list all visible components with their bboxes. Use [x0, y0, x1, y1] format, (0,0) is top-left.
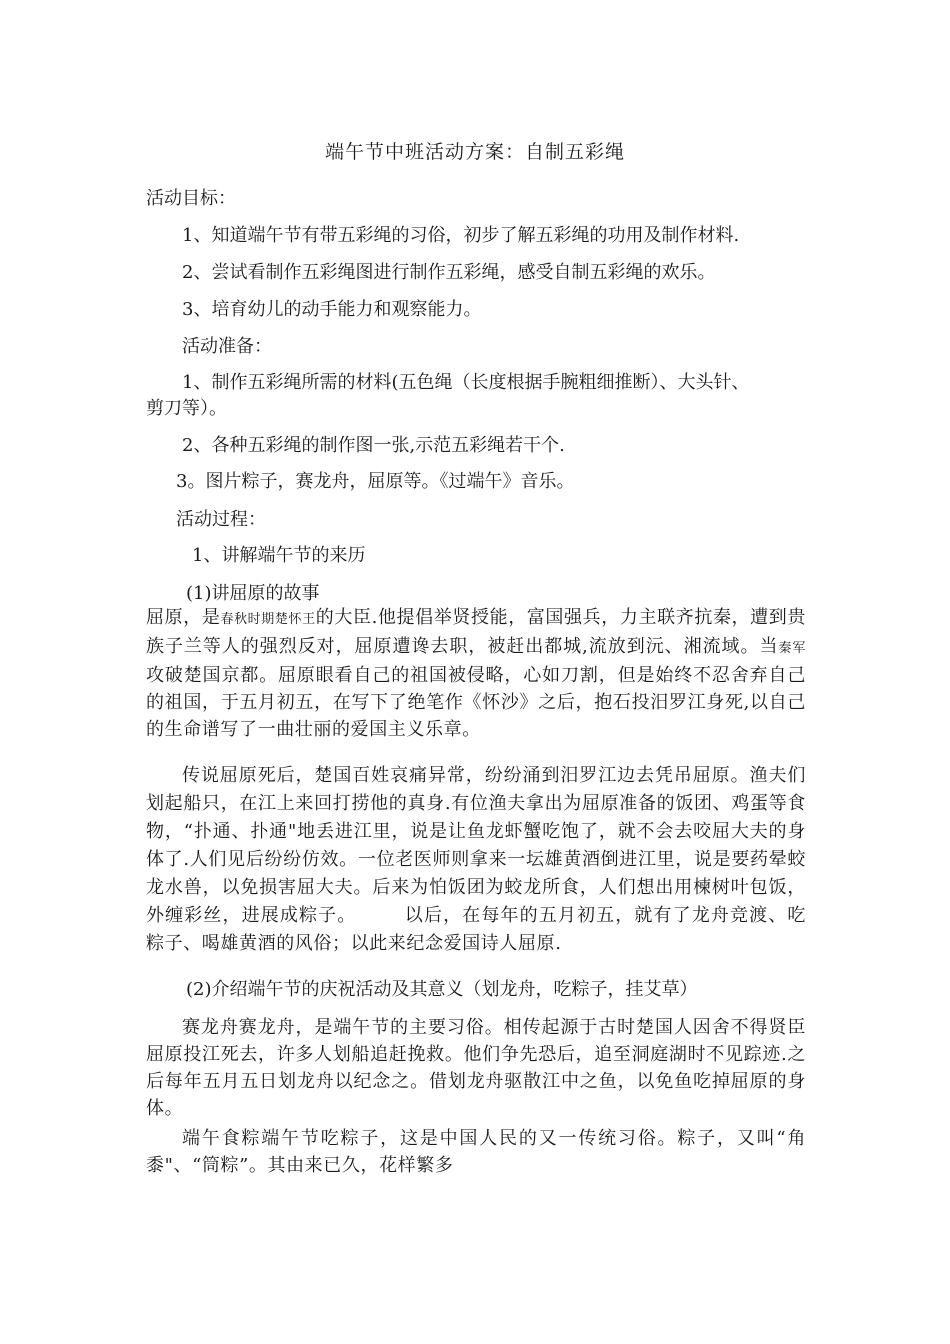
dragon-boat-paragraph: 赛龙舟赛龙舟，是端午节的主要习俗。相传起源于古时楚国人因舍不得贤臣屈原投江死去，许多人划船追赶挽救。他们争先恐后，追至洞庭湖时不见踪迹.之后每年五月五日划龙舟以纪念之。借划龙舟驱散江中之鱼，以免鱼吃掉屈原的身体。	[146, 1017, 806, 1119]
story-text-c: 攻破楚国京都。屈原眼看自己的祖国被侵略，心如刀割，但是始终不忍舍弃自己的祖国，于五月初五，在写下了绝笔作《怀沙》之后，抱石投汨罗江身死,以自己的生命谱写了一曲壮丽的爱国主义乐章。	[146, 665, 806, 740]
prep-item-1-line2: 剪刀等）。	[146, 398, 227, 419]
story-text-b: 的大臣.他提倡举贤授能，富国强兵，力主联齐抗秦，遭到贵族子兰等人的强烈反对，屈原遭谗去职，被赶出都城,流放到沅、湘流域。当	[146, 607, 806, 657]
goal-item-2: 2、尝试看制作五彩绳图进行制作五彩绳，感受自制五彩绳的欢乐。	[182, 262, 716, 283]
legend-paragraph: 传说屈原死后，楚国百姓哀痛异常，纷纷涌到汨罗江边去凭吊屈原。渔夫们划起船只，在江上来回打捞他的真身.有位渔夫拿出为屈原准备的饭团、鸡蛋等食物，“扑通、扑通"地丢进江里，说是让鱼龙虾蟹吃饱了，就不会去咬屈大夫的身体了.人们见后纷纷仿效。一位老医师则拿来一坛雄黄酒倒进江里，说是要药晕蛟龙水兽，以免损害屈大夫。后来为怕饭团为蛟龙所食，人们想出用楝树叶包饭，外缠彩丝，进展成粽子。 以后，在每年的五月初五，就有了龙舟竞渡、吃粽子、喝雄黄酒的风俗；以此来纪念爱国诗人屈原.	[146, 765, 806, 954]
story-small-text-b: 秦军	[778, 641, 806, 656]
prep-heading: 活动准备：	[182, 336, 272, 357]
prep-item-3: 3。图片粽子，赛龙舟，屈原等。《过端午》音乐。	[176, 471, 575, 492]
prep-item-2: 2、各种五彩绳的制作图一张,示范五彩绳若干个.	[182, 435, 565, 456]
prep-item-1-line1: 1、制作五彩绳所需的材料(五色绳（长度根据手腕粗细推断）、大头针、	[182, 372, 750, 393]
zongzi-paragraph: 端午食粽端午节吃粽子，这是中国人民的又一传统习俗。粽子，又叫“角黍"、“筒粽”。其由来已久，花样繁多	[146, 1128, 806, 1176]
story-text-a: 屈原，是	[146, 607, 221, 628]
step-1-heading: 1、讲解端午节的来历	[192, 545, 366, 566]
goal-item-1: 1、知道端午节有带五彩绳的习俗，初步了解五彩绳的功用及制作材料.	[182, 225, 740, 246]
process-heading: 活动过程：	[176, 509, 266, 530]
document-title: 端午节中班活动方案：自制五彩绳	[324, 141, 625, 163]
qu-yuan-story-paragraph	[146, 604, 806, 743]
step-2-subheading: (2)介绍端午节的庆祝活动及其意义（划龙舟，吃粽子，挂艾草）	[186, 979, 698, 1000]
story-small-text-a: 春秋时期楚怀王	[220, 612, 316, 627]
goals-heading: 活动目标：	[146, 188, 236, 209]
goal-item-3: 3、培育幼儿的动手能力和观察能力。	[182, 299, 482, 320]
step-1-subheading: (1)讲屈原的故事	[186, 583, 320, 604]
